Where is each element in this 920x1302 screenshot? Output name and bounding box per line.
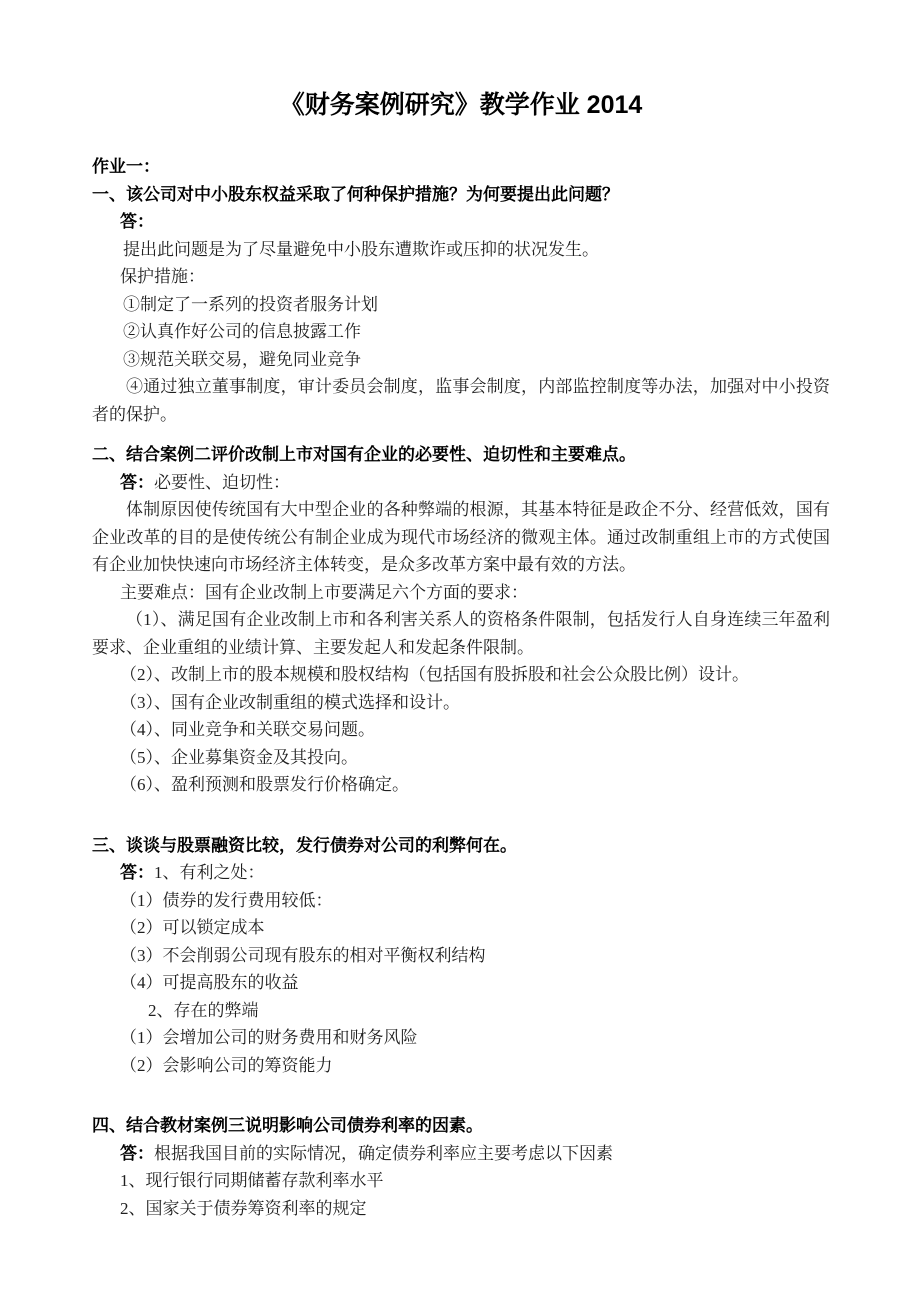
- q2-requirement-5: （5）、企业募集资金及其投向。: [120, 747, 358, 767]
- q3-disadvantage-1: （1）会增加公司的财务费用和财务风险: [120, 1028, 418, 1047]
- q1-answer-label: 答：: [120, 212, 154, 231]
- q1-measure-1: ①制定了一系列的投资者服务计划: [123, 294, 378, 314]
- q4-answer-line: [92, 1140, 830, 1168]
- q2-requirement-4: （4）、同业竞争和关联交易问题。: [120, 720, 375, 739]
- q4-answer-label: 答：: [120, 1143, 154, 1163]
- q4-factor-1: 1、现行银行同期储蓄存款利率水平: [120, 1171, 384, 1190]
- document-title: 《财务案例研究》教学作业 2014: [279, 91, 643, 119]
- q2-answer-label: 答：: [120, 472, 154, 492]
- q2-requirement-3: （3）、国有企业改制重组的模式选择和设计。: [120, 692, 460, 712]
- q1-measure-4: ④通过独立董事制度，审计委员会制度，监事会制度，内部监控制度等办法，加强对中小投资者的保护。: [92, 377, 830, 424]
- q3-disadvantages-label: 2、存在的弊端: [148, 1000, 259, 1020]
- q3-advantage-2: （2）可以锁定成本: [120, 918, 265, 937]
- q2-requirement-2: （2）、改制上市的股本规模和股权结构（包括国有股拆股和社会公众股比例）设计。: [120, 665, 749, 684]
- q1-heading: 一、该公司对中小股东权益采取了何种保护措施？为何要提出此问题？: [92, 184, 619, 204]
- q3-advantage-4: （4）可提高股东的收益: [120, 973, 299, 992]
- q4-factor-2: 2、国家关于债券筹资利率的规定: [120, 1198, 367, 1218]
- q4-heading: 四、结合教材案例三说明影响公司债券利率的因素。: [92, 1116, 483, 1135]
- q2-requirement-6: （6）、盈利预测和股票发行价格确定。: [120, 775, 409, 794]
- q2-answer-text: 必要性、迫切性：: [154, 472, 290, 492]
- q1-reason: 提出此问题是为了尽量避免中小股东遭欺诈或压抑的状况发生。: [123, 239, 599, 259]
- q3-heading: 三、谈谈与股票融资比较，发行债券对公司的利弊何在。: [92, 835, 517, 855]
- assignment-heading: 作业一：: [92, 157, 160, 176]
- q3-answer-line: [92, 859, 830, 887]
- q1-measure-3: ③规范关联交易，避免同业竞争: [123, 349, 361, 369]
- q3-advantage-1: （1）债券的发行费用较低：: [120, 890, 333, 910]
- q3-disadvantage-2: （2）会影响公司的筹资能力: [120, 1055, 333, 1075]
- q1-measure-2: ②认真作好公司的信息披露工作: [123, 322, 361, 341]
- q3-answer-label: 答：: [120, 863, 154, 882]
- q2-answer-line: [92, 469, 830, 497]
- q1-measures-label: 保护措施：: [120, 267, 205, 286]
- q2-difficulties-intro: 主要难点：国有企业改制上市要满足六个方面的要求：: [120, 582, 528, 602]
- q2-necessity-paragraph: 体制原因使传统国有大中型企业的各种弊端的根源，其基本特征是政企不分、经营低效，国有企业改革的目的是使传统公有制企业成为现代市场经济的微观主体。通过改制重组上市的方式使国有企业加快快速向市场经济主体转变，是众多改革方案中最有效的方法。: [92, 500, 830, 574]
- q1-answer-line: [92, 208, 830, 236]
- q2-requirement-1: （1）、满足国有企业改制上市和各利害关系人的资格条件限制，包括发行人自身连续三年盈利要求、企业重组的业绩计算、主要发起人和发起条件限制。: [92, 610, 830, 657]
- q3-answer-text: 1、有利之处：: [154, 863, 265, 882]
- q4-answer-text: 根据我国目前的实际情况，确定债券利率应主要考虑以下因素: [154, 1143, 613, 1163]
- q2-heading: 二、结合案例二评价改制上市对国有企业的必要性、迫切性和主要难点。: [92, 445, 636, 464]
- q3-advantage-3: （3）不会削弱公司现有股东的相对平衡权利结构: [120, 945, 486, 965]
